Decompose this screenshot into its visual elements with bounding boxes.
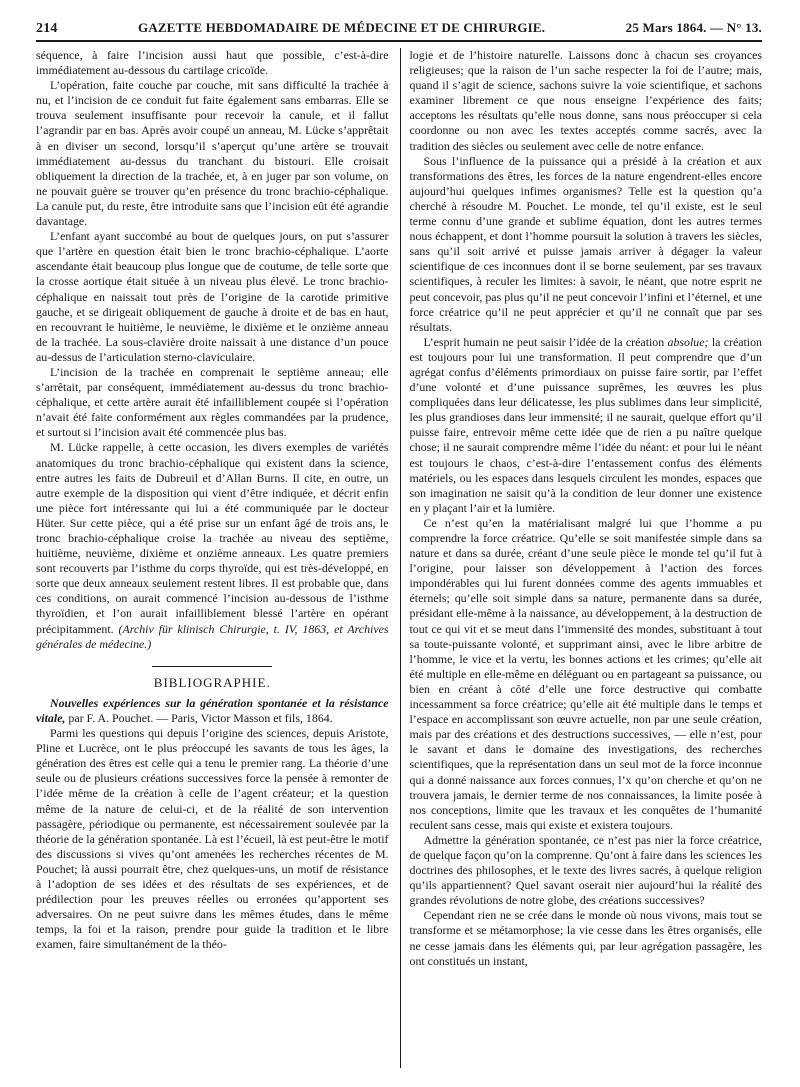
book-title: Nouvelles expériences sur la génération spontanée et la résistance vitale, [36, 695, 389, 725]
paragraph-text: L’esprit humain ne peut saisir l’idée de la création [423, 334, 665, 349]
section-title: BIBLIOGRAPHIE. [152, 666, 272, 690]
paragraph: L’incision de la trachée en comprenait le septième anneau; elle s’arrêtait, par conséquent, immédiatement au-dessus du tronc brachio-céphalique, et cette artère aurait été infailliblement coupée si l’opération n’avait été faite conformément aux règles commandées par la prudence, et surtout si l’incision avait été commencée plus bas. [36, 364, 389, 440]
paragraph: séquence, à faire l’incision aussi haut que possible, c’est-à-dire immédiatement au-dessous du cartilage cricoïde. [36, 48, 389, 78]
left-column [36, 48, 397, 1068]
paragraph: logie et de l’histoire naturelle. Laissons donc à chacun ses croyances religieuses; que la raison de l’un sache respecter la foi de l’autre; mais, quand il s’agit de science, sachons suivre la voie scientifique, et sachons examiner librement ce que nous enseigne l’expérience des faits; acceptons les résultats qu’elle nous donne, sans nous préoccuper si cela coordonne ou non avec les textes acceptés comme sacrés, avec la tradition des siècles ou seulement avec celle de notre enfance. [409, 48, 762, 153]
running-header [36, 20, 762, 42]
paragraph: L’opération, faite couche par couche, mit sans difficulté la trachée à nu, et l’incision de ce conduit fut faite également sans embarras. Elle se trouva seulement insuffisante pour recevoir la canule, et il fallut l’agrandir par en bas. Après avoir coupé un anneau, M. Lücke s’apprêtait à en diviser un second, lorsqu’il s’aperçut qu’une artère se trouvait immédiatement au-dessus du tranchant du bistouri. Elle croisait obliquement la direction de la trachée, et, à en juger par son volume, on ne pouvait guère se trouver qu’en présence du tronc brachio-céphalique. La canule put, du reste, être introduite sans que l’incision eût été agrandie davantage. [36, 78, 389, 229]
paragraph: Sous l’influence de la puissance qui a présidé à la création et aux transformations des êtres, les forces de la nature engendrent-elles encore aujourd’hui quelques infimes organismes? Telle est la question qu’a cherché à résoudre M. Pouchet. Le monde, tel qu’il existe, est le seul terme connu d’une grande et sublime équation, dont les autres termes nous échappent, et dont l’homme poursuit la solution à travers les siècles, sans qu’il soit arrivé et puisse jamais arriver à dégager la valeur scientifique de ces inconnues dont il se borne seulement, par ses travaux scientifiques, à reculer les limites: à savoir, le néant, que notre esprit ne peut concevoir, pas plus qu’il ne peut concevoir l’infini et l’éternel, et une force créatrice qu’il ne peut apprécier et qu’il ne connaît que par ses résultats. [409, 153, 762, 334]
paragraph-text: M. Lücke rappelle, à cette occasion, les divers exemples de variétés anatomiques du tronc brachio-céphalique qui existent dans la science, entre autres les faits de Dubreuil et d’Allan Burns. Il cite, en outre, un autre exemple de la disposition qui vient d’être indiquée, et décrit enfin une pièce fort intéressante qui lui a été communiquée par le docteur Hüter. Sur cette pièce, qui a été prise sur un enfant âgé de trois ans, le tronc brachio-céphalique croise la trachée au niveau des septième, huitième, neuvième, dixième et onzième anneaux. Les quatre premiers sont recouverts par l’isthme du corps thyroïde, qui est très-développé, en sorte que deux anneaux seulement restent libres. Il est probable que, dans ces conditions, on aurait commencé l’incision au-dessous de l’isthme thyroïdien, et l’on aurait infailliblement blessé l’artère en opérant précipitamment. [36, 440, 389, 636]
paragraph: Ce n’est qu’en la matérialisant malgré lui que l’homme a pu comprendre la force créatrice. Qu’elle se soit manifestée simple dans sa nature et dans sa durée, créant d’une seule pièce le monde tel qu’il fut à l’origine, pour laisser son développement à l’action des forces impondérables qui lui furent données comme des agents immuables et éternels; qu’elle soit simple dans sa nature, permanente dans sa durée, présidant elle-même à la naissance, au développement, à la destruction de tout ce qui vit et se meut dans l’immensité des mondes, substituant à tout sa toute-puissante volonté, et supprimant ainsi, avec le libre arbitre de l’homme, le vice et la vertu, les bonnes actions et les crimes; qu’elle ait été multiple en elle-même en déléguant ou en partageant sa puissance, ou bien en créant à côté d’elle une force destructive qui combatte incessamment sa force créatrice; qu’elle ait été multiple dans le temps et l’espace en accomplissant son œuvre actuelle, non par une seule création, mais par des créations et des destructions successives, — elle n’est, pour le savant et dans le domaine des investigations, des recherches scientifiques, que la représentation dans un seul mot de la force inconnue qui a donné naissance aux forces connues, l’x qu’on cherche et qu’on ne trouvera jamais, le dernier terme de nos connaissances, la limite posée à nos conceptions, limite que les travaux et les conquêtes de l’humanité reculent sans cesse, mais qui existe et existera toujours. [409, 515, 762, 832]
paragraph-text: la création est toujours pour lui une transformation. Il peut comprendre que d’un agrégat confus d’éléments primordiaux on puisse faire sortir, par l’effet d’une volonté et d’une puissance suprêmes, les œuvres les plus compliquées dans leur délicatesse, les plus sublimes dans leur simplicité, les plus grandioses dans leur immensité; il ne saurait, quelque effort qu’il puisse faire, entrevoir même cette idée que de rien a pu naître quelque chose; il ne saurait comprendre même l’idée du néant: et pour lui le néant est toujours le chaos, c’est-à-dire l’entassement confus des éléments matériels, ou les espaces dans lesquels circulent les mondes, espaces que son imagination ne saisit qu’à la condition de leur donner une existence en y plaçant l’air et la lumière. [409, 334, 762, 515]
paragraph: L’enfant ayant succombé au bout de quelques jours, on put s’assurer que l’artère en question était bien le tronc brachio-céphalique. L’aorte ascendante était beaucoup plus longue que de coutume, de telle sorte que la crosse aortique était située à un niveau plus élevé. Le tronc brachio-céphalique en naissait tout près de l’origine de la carotide primitive gauche, et se dirigeait obliquement de gauche à droite et de bas en haut, en recouvrant le huitième, le neuvième, le dixième et le onzième anneau de la trachée. La sous-clavière droite naissait à une distance d’un pouce au-dessus de l’articulation sterno-claviculaire. [36, 229, 389, 364]
body-columns [36, 48, 762, 1068]
paragraph: Cependant rien ne se crée dans le monde où nous vivons, mais tout se transforme et se métamorphose; la vie cesse dans les êtres organisés, elle ne cesse jamais dans les éléments qui, par leur agrégation passagère, les ont constitués un instant, [409, 908, 762, 968]
paragraph [36, 440, 389, 651]
citation: (Archiv für klinisch Chirurgie, t. IV, 1863, et Archives générales de médecine.) [36, 621, 389, 651]
emphasis: absolue; [667, 334, 709, 349]
paragraph [410, 335, 763, 516]
journal-title: GAZETTE HEBDOMADAIRE DE MÉDECINE ET DE CHIRURGIE. [138, 20, 546, 35]
right-column [401, 48, 763, 1068]
page-number: 214 [36, 21, 58, 36]
issue-date: 25 Mars 1864. — N° 13. [625, 20, 762, 35]
paragraph: Parmi les questions qui depuis l’origine des sciences, depuis Aristote, Pline et Lucrèce, ont le plus préoccupé les savants de tous les âges, la génération des êtres est celle qui a tenu le premier rang. La théorie d’une seule ou de plusieurs créations successives force la pensée à remonter de l’idée même de la création à celle de l’agent créateur; et la question même de la nature de celui-ci, et de la réalité de son intervention passagère, périodique ou permanente, est nécessairement soulevée par la théorie de la génération spontanée. Là est l’écueil, là est peut-être le motif des discussions si vives qu’ont amenées les recherches récentes de M. Pouchet; là aussi pourrait être, chez quelques-uns, un motif de résistance à l’adoption de ses idées et des résultats de ses expériences, et de prédilection pour les preuves réelles ou erronées qu’apportent ses adversaires. On ne peut suivre dans les mêmes études, dans le même temps, la foi et la raison, prendre pour guide la tradition et le libre examen, faire simultanément de la théo- [36, 726, 389, 952]
paragraph: Admettre la génération spontanée, ce n’est pas nier la force créatrice, de quelque façon qu’on la comprenne. Qu’ont à faire dans les sciences les doctrines des philosophes, et le texte des livres sacrés, à quelque religion qu’ils appartiennent? Quel savant oserait nier aujourd’hui la réalité des grandes révolutions de notre globe, des créations successives? [409, 832, 762, 908]
book-author: par F. A. Pouchet. — Paris, Victor Masson et fils, 1864. [68, 710, 333, 725]
bibliography-entry [36, 696, 389, 726]
